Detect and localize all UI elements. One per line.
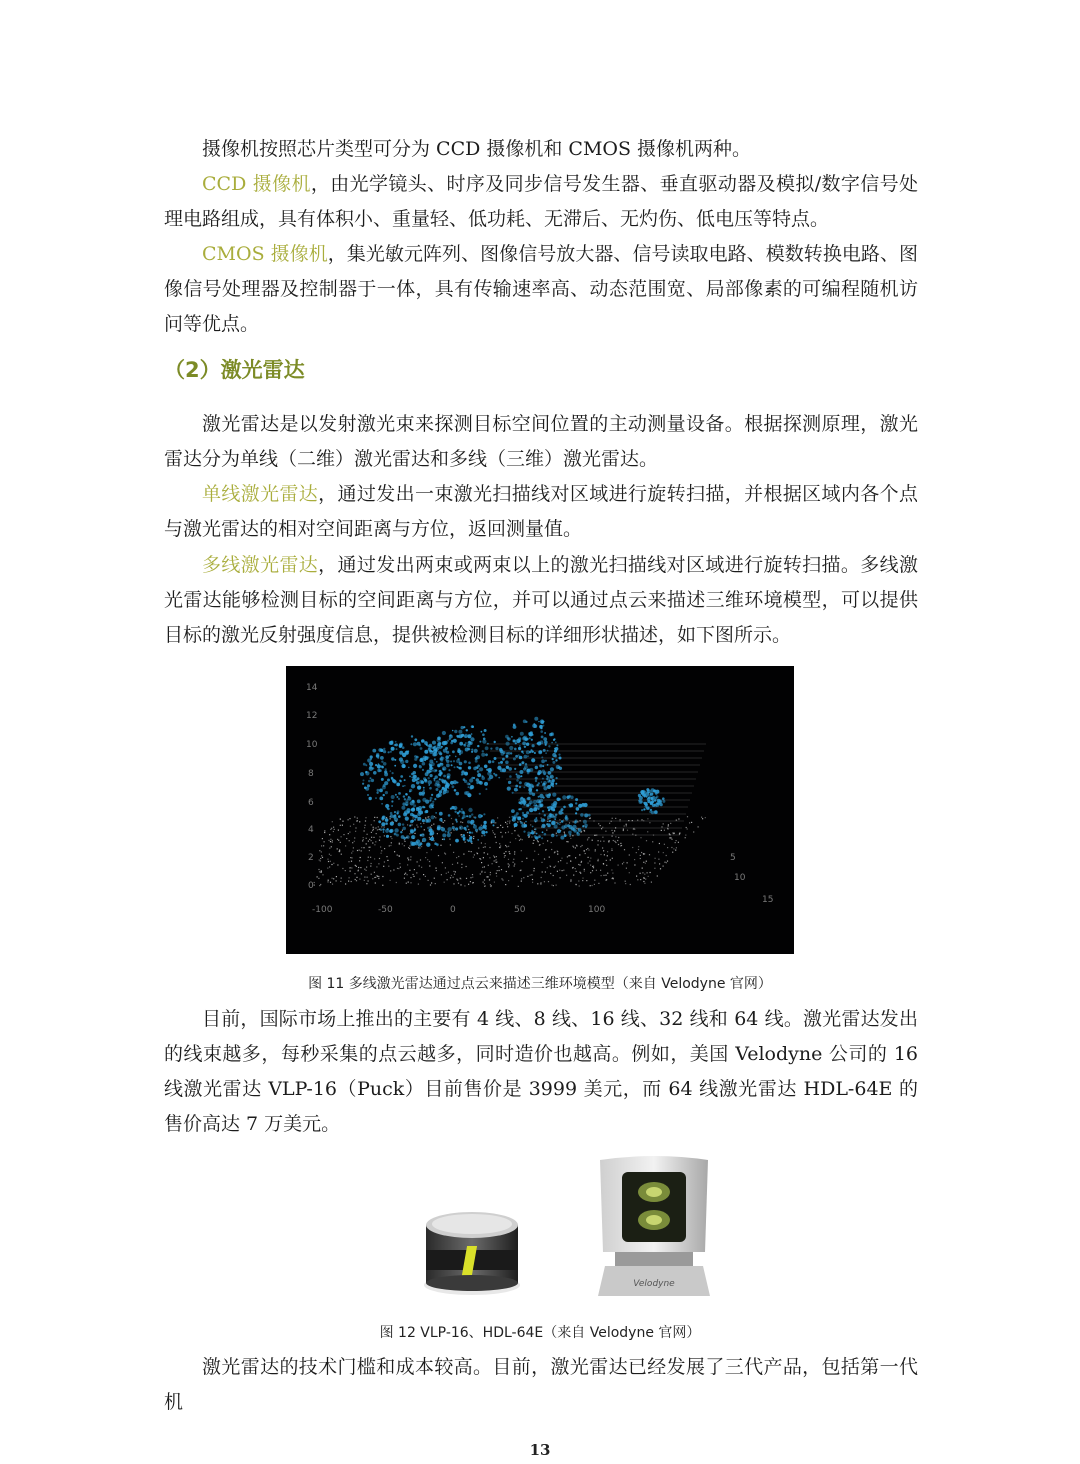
z-tick-label: 10 xyxy=(734,873,746,883)
paragraph-camera-types: 摄像机按照芯片类型可分为 CCD 摄像机和 CMOS 摄像机两种。 xyxy=(202,138,752,160)
term-multi-line-lidar: 多线激光雷达 xyxy=(202,554,319,576)
y-tick-label: 0 xyxy=(308,881,314,891)
paragraph-cmos-text: ，集光敏元阵列、图像信号放大器、信号读取电路、模数转换电路、图像信号处理器及控制器于一体，具有传输速率高、动态范围宽、局部像素的可编程随机访问等优点。 xyxy=(164,243,918,335)
paragraph-cmos-camera xyxy=(164,237,918,342)
term-cmos-camera: CMOS 摄像机 xyxy=(202,243,328,265)
z-tick-label: 5 xyxy=(730,853,736,863)
lidar-devices-image xyxy=(400,1150,730,1310)
paragraph-multi-line-text: ，通过发出两束或两束以上的激光扫描线对区域进行旋转扫描。多线激光雷达能够检测目标的空间距离与方位，并可以通过点云来描述三维环境模型，可以提供目标的激光反射强度信息，提供被检测目标的详细形状描述，如下图所示。 xyxy=(164,554,918,646)
term-single-line-lidar: 单线激光雷达 xyxy=(202,483,319,505)
term-ccd-camera: CCD 摄像机 xyxy=(202,173,311,195)
lidar-devices-figure xyxy=(400,1150,730,1310)
y-tick-label: 6 xyxy=(308,798,314,808)
x-tick-label: 50 xyxy=(514,905,526,915)
paragraph-single-line-text: ，通过发出一束激光扫描线对区域进行旋转扫描，并根据区域内各个点与激光雷达的相对空间距离与方位，返回测量值。 xyxy=(164,483,918,540)
y-tick-label: 8 xyxy=(308,769,314,779)
y-tick-label: 12 xyxy=(306,711,318,721)
x-tick-label: 0 xyxy=(450,905,456,915)
page-number: 13 xyxy=(529,1441,551,1459)
paragraph-ccd-camera xyxy=(164,167,918,237)
section-heading-lidar: （2）激光雷达 xyxy=(164,358,305,382)
velodyne-logo-text: Velodyne xyxy=(633,1279,675,1289)
point-cloud-image xyxy=(286,666,794,954)
y-tick-label: 14 xyxy=(306,683,318,693)
x-tick-label: -50 xyxy=(378,905,393,915)
vlp-16-device xyxy=(424,1212,520,1295)
point-cloud-figure xyxy=(286,666,794,954)
y-tick-label: 10 xyxy=(306,740,318,750)
figure-12-caption: 图 12 VLP-16、HDL-64E（来自 Velodyne 官网） xyxy=(379,1325,701,1341)
figure-11-caption: 图 11 多线激光雷达通过点云来描述三维环境模型（来自 Velodyne 官网） xyxy=(308,976,772,992)
paragraph-lidar-market: 目前，国际市场上推出的主要有 4 线、8 线、16 线、32 线和 64 线。激光雷达发出的线束越多，每秒采集的点云越多，同时造价也越高。例如，美国 Velodyne 公司的 16 线激光雷达 VLP-16（Puck）目前售价是 3999 美元，而 64 线激光雷达 HDL-64E 的售价高达 7 万美元。 xyxy=(164,1008,918,1135)
z-tick-label: 15 xyxy=(762,895,774,905)
paragraph-lidar-intro: 激光雷达是以发射激光束来探测目标空间位置的主动测量设备。根据探测原理，激光雷达分为单线（二维）激光雷达和多线（三维）激光雷达。 xyxy=(164,413,918,470)
y-tick-label: 4 xyxy=(308,825,314,835)
paragraph-single-line-lidar xyxy=(164,477,918,547)
paragraph-lidar-generations: 激光雷达的技术门槛和成本较高。目前，激光雷达已经发展了三代产品，包括第一代机 xyxy=(164,1356,918,1413)
x-tick-label: -100 xyxy=(312,905,333,915)
x-tick-label: 100 xyxy=(588,905,606,915)
y-tick-label: 2 xyxy=(308,853,314,863)
paragraph-multi-line-lidar xyxy=(164,548,918,653)
paragraph-ccd-text: ，由光学镜头、时序及同步信号发生器、垂直驱动器及模拟/数字信号处理电路组成，具有体积小、重量轻、低功耗、无滞后、无灼伤、低电压等特点。 xyxy=(164,173,919,230)
hdl-64e-device xyxy=(598,1156,710,1296)
